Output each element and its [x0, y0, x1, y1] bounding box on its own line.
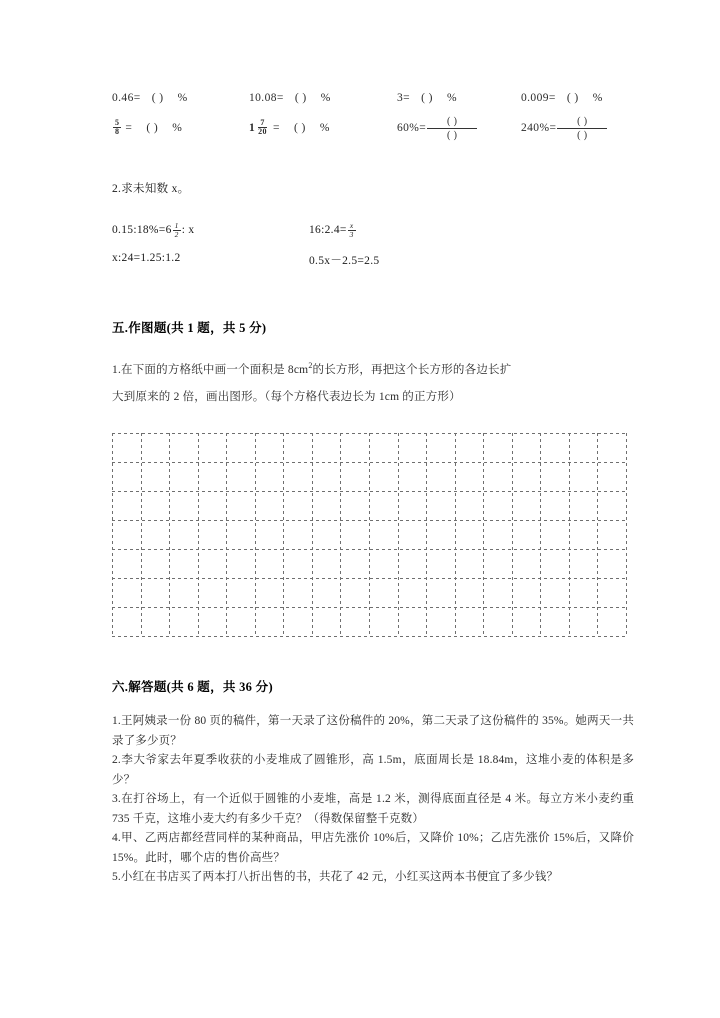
equation-3	[112, 252, 181, 264]
word-problem-item: 4.甲、乙两店都经营同样的某种商品，甲店先涨价 10%后，又降价 10%；乙店先涨价 15%后，又降价 15%。此时，哪个店的售价高些？	[112, 832, 634, 864]
grid-horizontal-line	[112, 433, 626, 434]
word-problem-item: 1.王阿姨录一份 80 页的稿件，第一天录了这份稿件的 20%，第二天录了这份稿件的 35%。她两天一共录了多少页？	[112, 715, 634, 747]
word-problem-list	[112, 712, 634, 888]
grid-vertical-line	[112, 433, 113, 636]
percent-symbol: %	[172, 122, 183, 134]
grid-horizontal-line	[112, 636, 626, 637]
percent-symbol: %	[320, 92, 331, 104]
drawing-question-line-1	[112, 352, 628, 384]
grid-vertical-line	[312, 433, 313, 636]
grid-vertical-line	[483, 433, 484, 636]
grid-horizontal-line	[112, 607, 626, 608]
fraction-denominator: 20	[258, 127, 267, 136]
grid-vertical-line	[369, 433, 370, 636]
answer-blank[interactable]: ( )	[421, 92, 433, 104]
equation-prefix: 0.5x－2.5=2.5	[309, 255, 380, 267]
fill-item-240-percent	[521, 115, 607, 141]
grid-vertical-line	[169, 433, 170, 636]
fraction-blank-over-blank	[427, 116, 477, 141]
mixed-number-1-7-20	[249, 119, 270, 137]
fraction-1-over-2	[173, 222, 181, 239]
superscript-square: 2	[308, 361, 313, 370]
percent-symbol: %	[177, 92, 188, 104]
solve-section-title: 2.求未知数 x。	[112, 183, 190, 195]
fraction-x-over-3	[348, 222, 356, 239]
fraction-blank-over-blank	[557, 116, 607, 141]
equation-4	[309, 252, 379, 268]
answer-blank[interactable]: ( )	[566, 92, 579, 104]
answer-blank[interactable]: ( )	[146, 122, 159, 134]
equation-prefix: x:24=1.25:1.2	[112, 252, 181, 264]
graph-paper-grid[interactable]	[112, 433, 626, 636]
fraction-numerator: 1	[174, 221, 179, 230]
grid-horizontal-line	[112, 578, 626, 579]
equation-1	[112, 222, 194, 239]
grid-vertical-line	[283, 433, 284, 636]
word-problem-item: 2.李大爷家去年夏季收获的小麦堆成了圆锥形，高 1.5m，底面周长是 18.84m，这堆小麦的体积是多少？	[112, 754, 634, 786]
fraction-denominator: 3	[349, 229, 354, 239]
fraction-numerator: 7	[260, 117, 265, 127]
grid-vertical-line	[255, 433, 256, 636]
fill-expression-left: 10.08=	[249, 92, 284, 104]
fill-item-3	[397, 85, 457, 111]
percent-symbol: %	[592, 92, 603, 104]
fill-in-blank-row-1	[112, 85, 632, 111]
grid-vertical-line	[226, 433, 227, 636]
grid-vertical-line	[512, 433, 513, 636]
fill-item-five-eighths	[112, 115, 182, 141]
fill-in-blank-exercises	[112, 85, 632, 145]
grid-vertical-line	[597, 433, 598, 636]
fill-item-0.009	[521, 85, 603, 111]
fill-expression-left: 0.46=	[112, 92, 141, 104]
grid-horizontal-line	[112, 520, 626, 521]
grid-vertical-line	[141, 433, 142, 636]
equals-sign: =	[272, 122, 280, 134]
fraction-5-over-8	[113, 119, 121, 137]
mixed-whole-part: 1	[249, 122, 256, 134]
grid-horizontal-line	[112, 462, 626, 463]
equals-sign: =	[549, 122, 557, 134]
grid-vertical-line	[626, 433, 627, 636]
equation-suffix: : x	[181, 224, 195, 237]
equation-prefix: 16:2.4=	[309, 224, 347, 237]
equation-prefix: 0.15:18%=6	[112, 224, 172, 237]
fraction-numerator: 5	[115, 117, 120, 127]
grid-lines-layer	[112, 433, 626, 636]
percent-symbol: %	[319, 122, 330, 134]
equals-sign: =	[125, 122, 133, 134]
grid-vertical-line	[540, 433, 541, 636]
fraction-numerator: x	[349, 221, 354, 230]
fraction-denominator: 2	[174, 229, 179, 239]
fraction-numerator-blank[interactable]: ( )	[427, 116, 477, 129]
section-five-heading: 五.作图题(共 1 题，共 5 分)	[112, 321, 267, 335]
grid-vertical-line	[426, 433, 427, 636]
grid-vertical-line	[398, 433, 399, 636]
fraction-7-over-20	[256, 119, 269, 137]
word-problem-item: 5.小红在书店买了两本打八折出售的书，共花了 42 元，小红买这两本书便宜了多少钱？	[112, 871, 559, 883]
equals-sign: =	[419, 122, 427, 134]
drawing-question-line-2: 大到原来的 2 倍，画出图形。（每个方格代表边长为 1cm 的正方形）	[112, 391, 461, 403]
fraction-denominator-blank[interactable]: ( )	[577, 129, 588, 141]
solve-equations-grid	[112, 222, 632, 282]
fill-in-blank-row-2	[112, 115, 632, 141]
grid-horizontal-line	[112, 491, 626, 492]
grid-horizontal-line	[112, 549, 626, 550]
answer-blank[interactable]: ( )	[151, 92, 164, 104]
drawing-question-text-a: 1.在下面的方格纸中画一个面积是 8cm	[112, 363, 309, 376]
percent-symbol: %	[447, 92, 458, 104]
section-six-heading: 六.解答题(共 6 题，共 36 分)	[112, 680, 273, 694]
fill-item-one-and-seven-twentieths	[249, 115, 330, 141]
grid-vertical-line	[198, 433, 199, 636]
fill-expression-left: 60%	[397, 122, 420, 134]
grid-vertical-line	[340, 433, 341, 636]
drawing-question-text-b: 的长方形，再把这个长方形的各边长扩	[312, 363, 512, 376]
fraction-denominator: 8	[115, 127, 120, 136]
fraction-denominator-blank[interactable]: ( )	[446, 129, 458, 141]
fill-expression-left: 3=	[397, 92, 411, 104]
answer-blank[interactable]: ( )	[294, 92, 307, 104]
answer-blank[interactable]: ( )	[293, 122, 306, 134]
grid-vertical-line	[455, 433, 456, 636]
fraction-numerator-blank[interactable]: ( )	[557, 116, 607, 129]
fill-item-60-percent	[397, 115, 477, 141]
equation-2	[309, 222, 357, 239]
word-problem-item: 3.在打谷场上，有一个近似于圆锥的小麦堆，高是 1.2 米，测得底面直径是 4 米。每立方米小麦约重 735 千克，这堆小麦大约有多少千克？（得数保留整千克数）	[112, 793, 634, 825]
grid-vertical-line	[569, 433, 570, 636]
fill-item-0.46	[112, 85, 188, 111]
fill-item-10.08	[249, 85, 331, 111]
fill-expression-left: 0.009=	[521, 92, 556, 104]
fill-expression-left: 240%	[521, 122, 550, 134]
